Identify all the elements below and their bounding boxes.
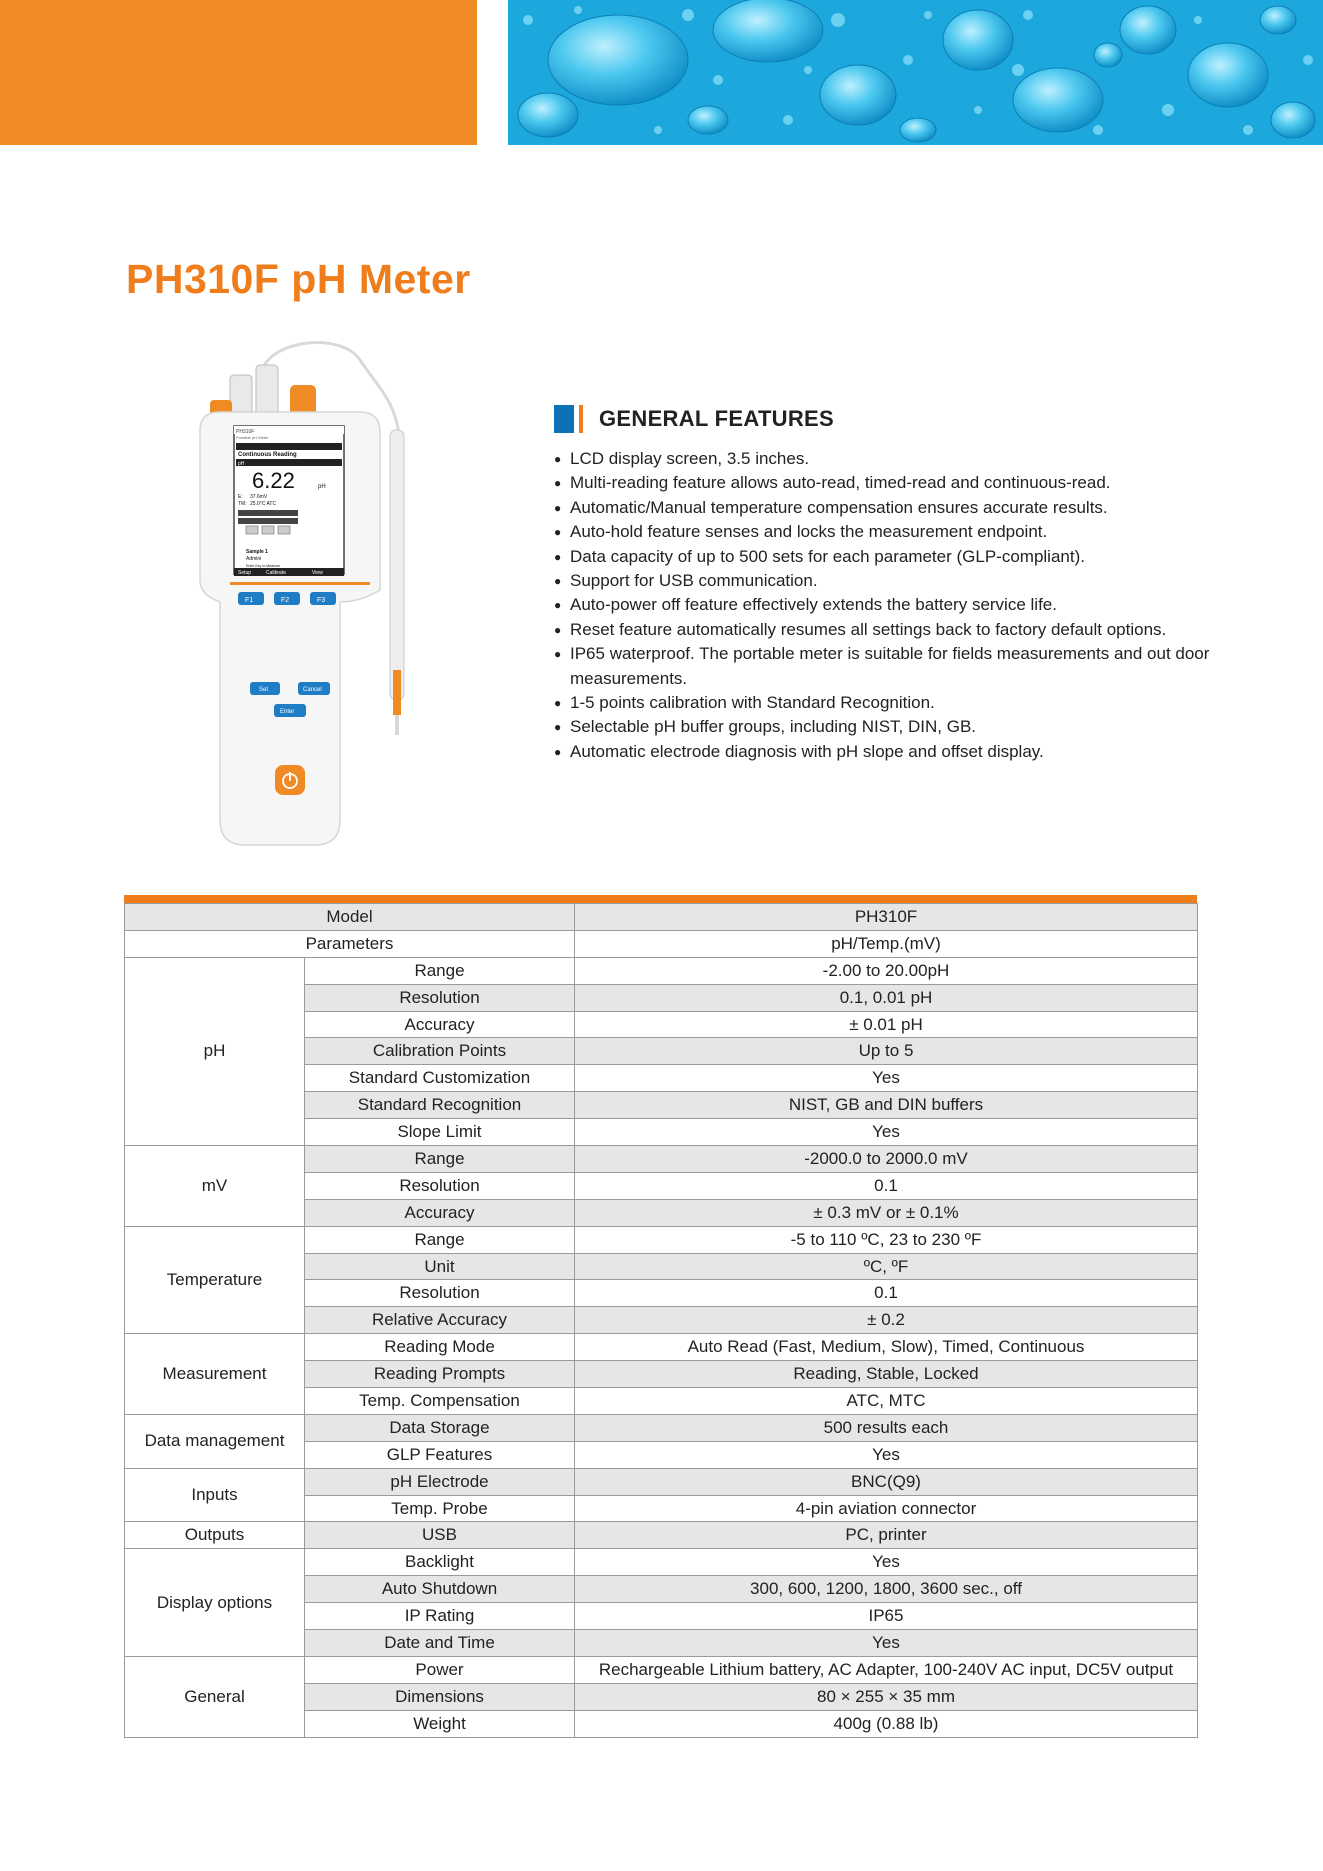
feature-item: ● Data capacity of up to 500 sets for each parameter (GLP-compliant). xyxy=(554,545,1214,569)
heading-blue-marker xyxy=(554,405,574,433)
spec-table-top-border xyxy=(124,895,1197,903)
spec-category: Outputs xyxy=(125,1522,305,1549)
spec-subparameter: IP Rating xyxy=(305,1603,575,1630)
spec-subparameter: Accuracy xyxy=(305,1011,575,1038)
spec-subparameter: Auto Shutdown xyxy=(305,1576,575,1603)
feature-item: ● 1-5 points calibration with Standard Recognition. xyxy=(554,691,1214,715)
spec-value: -2.00 to 20.00pH xyxy=(575,957,1198,984)
ph-meter-drawing xyxy=(190,340,450,860)
spec-row xyxy=(125,1146,1198,1173)
spec-subparameter: Standard Recognition xyxy=(305,1092,575,1119)
enter-key: Enter xyxy=(280,709,295,715)
spec-subparameter: Date and Time xyxy=(305,1630,575,1657)
spec-subparameter: Range xyxy=(305,957,575,984)
spec-value: 300, 600, 1200, 1800, 3600 sec., off xyxy=(575,1576,1198,1603)
heading-orange-marker xyxy=(579,405,583,433)
model-label: Model xyxy=(125,904,575,931)
feature-item: ● Auto-power off feature effectively extends the battery service life. xyxy=(554,593,1214,617)
feature-item: ● Support for USB communication. xyxy=(554,569,1214,593)
spec-category: Temperature xyxy=(125,1226,305,1334)
spec-subparameter: Temp. Probe xyxy=(305,1495,575,1522)
user-label: Admini xyxy=(246,556,262,562)
cancel-key: Cancel xyxy=(303,687,322,693)
spec-category: Inputs xyxy=(125,1468,305,1522)
spec-value: Yes xyxy=(575,1065,1198,1092)
screen-param: pH xyxy=(238,461,245,467)
reading-value: 6.22 xyxy=(252,468,295,493)
spec-row xyxy=(125,1334,1198,1361)
softkey-setup: Setup xyxy=(238,570,252,576)
feature-item: ● IP65 waterproof. The portable meter is suitable for fields measurements and out door measurements. xyxy=(554,642,1214,691)
feature-item: ● Automatic electrode diagnosis with pH slope and offset display. xyxy=(554,740,1214,764)
spec-subparameter: Temp. Compensation xyxy=(305,1388,575,1415)
features-list xyxy=(554,447,1214,764)
e-value: 37.6mV xyxy=(250,494,268,500)
spec-value: 80 × 255 × 35 mm xyxy=(575,1683,1198,1710)
spec-subparameter: Data Storage xyxy=(305,1414,575,1441)
spec-subparameter: Weight xyxy=(305,1710,575,1737)
spec-value: ± 0.01 pH xyxy=(575,1011,1198,1038)
spec-row-model xyxy=(125,904,1198,931)
spec-value: Rechargeable Lithium battery, AC Adapter, 100-240V AC input, DC5V output xyxy=(575,1656,1198,1683)
parameters-label: Parameters xyxy=(125,930,575,957)
spec-value: Up to 5 xyxy=(575,1038,1198,1065)
brand-line1: PH310F xyxy=(236,429,255,435)
spec-subparameter: Resolution xyxy=(305,984,575,1011)
spec-row xyxy=(125,1468,1198,1495)
spec-value: PC, printer xyxy=(575,1522,1198,1549)
spec-value: Yes xyxy=(575,1119,1198,1146)
spec-value: 0.1 xyxy=(575,1280,1198,1307)
spec-category: pH xyxy=(125,957,305,1145)
spec-value: Auto Read (Fast, Medium, Slow), Timed, Continuous xyxy=(575,1334,1198,1361)
spec-subparameter: pH Electrode xyxy=(305,1468,575,1495)
softkey-view: View xyxy=(312,570,323,576)
spec-subparameter: Slope Limit xyxy=(305,1119,575,1146)
f1-key: F1 xyxy=(245,597,254,604)
spec-value: Yes xyxy=(575,1549,1198,1576)
spec-subparameter: Range xyxy=(305,1146,575,1173)
spec-category: Data management xyxy=(125,1414,305,1468)
spec-value: BNC(Q9) xyxy=(575,1468,1198,1495)
tm-value: 25.0°C ATC xyxy=(250,501,277,507)
spec-value: IP65 xyxy=(575,1603,1198,1630)
spec-value: 400g (0.88 lb) xyxy=(575,1710,1198,1737)
spec-subparameter: Range xyxy=(305,1226,575,1253)
feature-item: ● Selectable pH buffer groups, including NIST, DIN, GB. xyxy=(554,715,1214,739)
spec-value: Yes xyxy=(575,1630,1198,1657)
water-droplets-image xyxy=(508,0,1323,145)
spec-value: Reading, Stable, Locked xyxy=(575,1361,1198,1388)
spec-row xyxy=(125,957,1198,984)
spec-subparameter: Unit xyxy=(305,1253,575,1280)
spec-subparameter: Calibration Points xyxy=(305,1038,575,1065)
spec-subparameter: Standard Customization xyxy=(305,1065,575,1092)
spec-value: 4-pin aviation connector xyxy=(575,1495,1198,1522)
spec-subparameter: Resolution xyxy=(305,1280,575,1307)
feature-item: ● Reset feature automatically resumes all settings back to factory default options. xyxy=(554,618,1214,642)
spec-category: mV xyxy=(125,1146,305,1227)
spec-subparameter: Relative Accuracy xyxy=(305,1307,575,1334)
spec-value: 0.1 xyxy=(575,1172,1198,1199)
spec-value: Yes xyxy=(575,1441,1198,1468)
spec-value: 0.1, 0.01 pH xyxy=(575,984,1198,1011)
spec-category: Display options xyxy=(125,1549,305,1657)
model-value: PH310F xyxy=(575,904,1198,931)
spec-value: ATC, MTC xyxy=(575,1388,1198,1415)
spec-subparameter: GLP Features xyxy=(305,1441,575,1468)
header-orange-block xyxy=(0,0,477,145)
features-heading xyxy=(554,405,834,433)
ph-meter-illustration xyxy=(190,340,450,860)
spec-table xyxy=(124,903,1198,1738)
features-heading-text: GENERAL FEATURES xyxy=(599,406,835,431)
feature-item: ● Multi-reading feature allows auto-read, timed-read and continuous-read. xyxy=(554,471,1214,495)
page-title: PH310F pH Meter xyxy=(126,256,471,302)
feature-item: ● LCD display screen, 3.5 inches. xyxy=(554,447,1214,471)
f3-key: F3 xyxy=(317,597,326,604)
water-droplets-drawing xyxy=(508,0,1323,145)
spec-value: NIST, GB and DIN buffers xyxy=(575,1092,1198,1119)
spec-subparameter: Dimensions xyxy=(305,1683,575,1710)
spec-subparameter: USB xyxy=(305,1522,575,1549)
set-key: Set xyxy=(259,687,269,693)
screen-mode: Continuous Reading xyxy=(238,452,297,458)
spec-value: -2000.0 to 2000.0 mV xyxy=(575,1146,1198,1173)
e-label: E: xyxy=(238,494,243,500)
spec-subparameter: Backlight xyxy=(305,1549,575,1576)
spec-value: -5 to 110 ºC, 23 to 230 ºF xyxy=(575,1226,1198,1253)
spec-subparameter: Reading Prompts xyxy=(305,1361,575,1388)
prompt-label: Enter Key to Measure xyxy=(246,564,280,568)
spec-row xyxy=(125,1656,1198,1683)
spec-value: 500 results each xyxy=(575,1414,1198,1441)
spec-value: ± 0.2 xyxy=(575,1307,1198,1334)
spec-row-parameters xyxy=(125,930,1198,957)
brand-line2: Portable pH Meter xyxy=(236,435,269,440)
softkey-calibrate: Calibrate xyxy=(266,570,287,576)
spec-row xyxy=(125,1522,1198,1549)
spec-category: Measurement xyxy=(125,1334,305,1415)
feature-item: ● Automatic/Manual temperature compensation ensures accurate results. xyxy=(554,496,1214,520)
spec-value: ± 0.3 mV or ± 0.1% xyxy=(575,1199,1198,1226)
parameters-value: pH/Temp.(mV) xyxy=(575,930,1198,957)
spec-category: General xyxy=(125,1656,305,1737)
spec-subparameter: Accuracy xyxy=(305,1199,575,1226)
spec-value: ºC, ºF xyxy=(575,1253,1198,1280)
sample-label: Sample 1 xyxy=(246,549,268,555)
spec-subparameter: Power xyxy=(305,1656,575,1683)
spec-row xyxy=(125,1226,1198,1253)
reading-unit: pH xyxy=(318,484,326,490)
spec-subparameter: Resolution xyxy=(305,1172,575,1199)
spec-subparameter: Reading Mode xyxy=(305,1334,575,1361)
tm-label: TM: xyxy=(238,501,247,507)
spec-row xyxy=(125,1414,1198,1441)
feature-item: ● Auto-hold feature senses and locks the measurement endpoint. xyxy=(554,520,1214,544)
spec-row xyxy=(125,1549,1198,1576)
f2-key: F2 xyxy=(281,597,290,604)
